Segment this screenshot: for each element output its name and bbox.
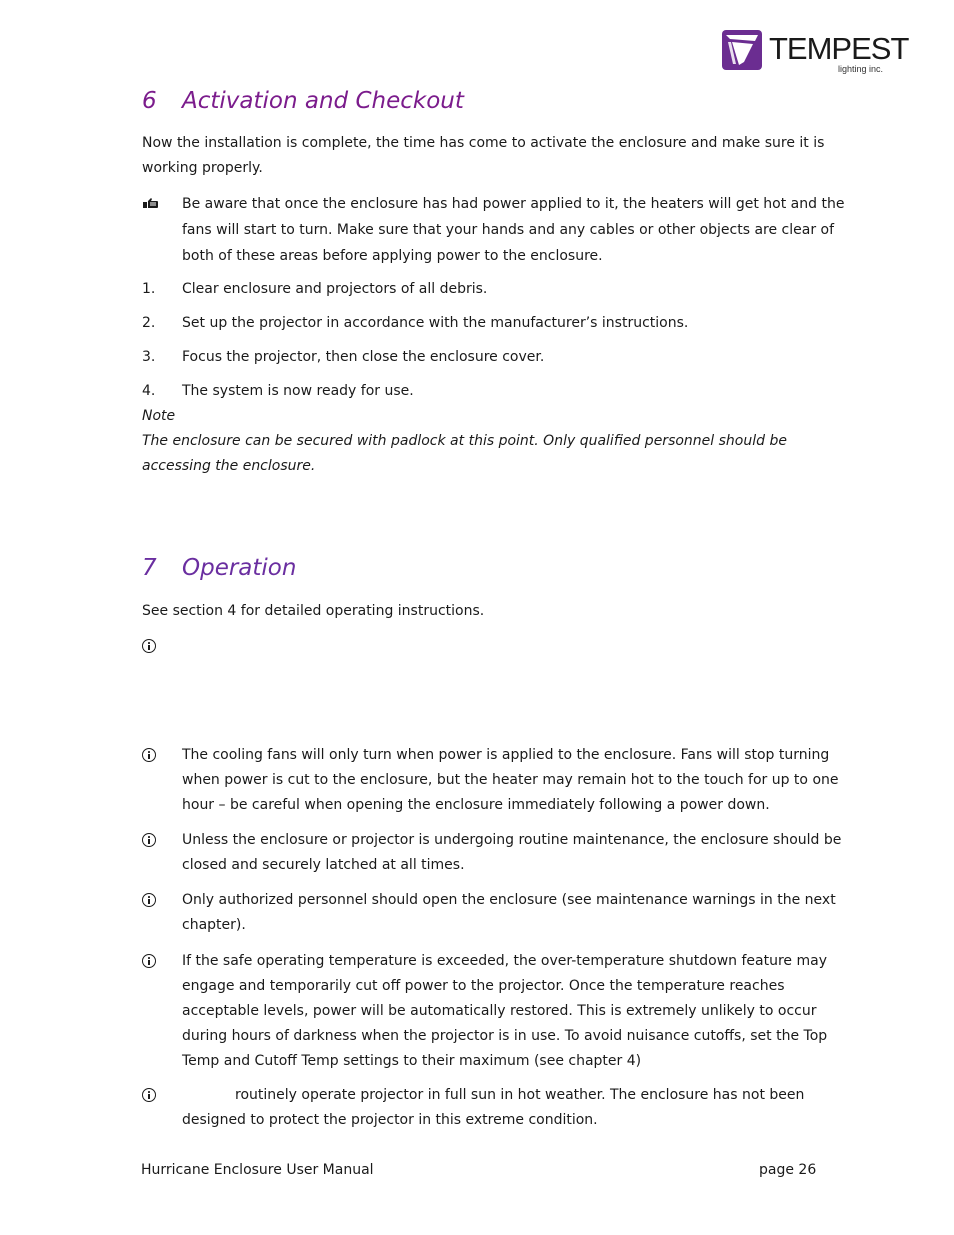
step-text: Focus the projector, then close the enclosure cover. <box>182 349 545 365</box>
step-item <box>142 277 847 302</box>
info-icon <box>142 1088 156 1102</box>
section-7-title: Operation <box>182 555 297 581</box>
logo-wordmark: TEMPEST <box>769 31 909 66</box>
info-item <box>142 743 847 818</box>
step-text: Set up the projector in accordance with the manufacturer’s instructions. <box>182 315 689 331</box>
info-icon <box>142 748 156 762</box>
step-item <box>142 345 847 370</box>
info-icon <box>142 893 156 907</box>
step-item <box>142 311 847 336</box>
info-icon <box>142 639 156 653</box>
footer-manual-title: Hurricane Enclosure User Manual <box>141 1162 374 1178</box>
step-text: Clear enclosure and projectors of all debris. <box>182 281 488 297</box>
note-text: The enclosure can be secured with padlock at this point. Only qualified personnel should be accessing the enclosure. <box>142 433 787 474</box>
info-icon <box>142 833 156 847</box>
step-text: The system is now ready for use. <box>182 383 414 399</box>
info-text: Unless the enclosure or projector is undergoing routine maintenance, the enclosure should be closed and securely latched at all times. <box>182 832 842 873</box>
logo-subtitle: lighting inc. <box>838 64 884 74</box>
tempest-logo-mark-icon <box>722 30 762 70</box>
info-text: The cooling fans will only turn when power is applied to the enclosure. Fans will stop turning when power is cut to the enclosure, but the heater may remain hot to the touch for up to one hour – be careful when opening the enclosure immediately following a power down. <box>182 747 839 813</box>
section-6-heading <box>142 87 464 115</box>
note-label: Note <box>142 408 176 424</box>
footer-page-number: page 26 <box>759 1162 817 1178</box>
section-6-number: 6 <box>142 88 157 114</box>
step-number: 1. <box>142 281 156 297</box>
info-text: If the safe operating temperature is exceeded, the over-temperature shutdown feature may engage and temporarily cut off power to the projector. Once the temperature reaches acceptable levels, power will be automatically restored. This is extremely unlikely to occur during hours of darkness when the projector is in use. To avoid nuisance cutoffs, set the Top Temp and Cutoff Temp settings to their maximum (see chapter 4) <box>182 953 828 1069</box>
warning-item <box>142 191 847 269</box>
info-item <box>142 828 847 878</box>
section-7-number: 7 <box>142 555 157 581</box>
warning-text: Be aware that once the enclosure has had power applied to it, the heaters will get hot and the fans will start to turn. Make sure that your hands and any cables or other objects are clear of both of these areas before applying power to the enclosure. <box>182 196 845 264</box>
info-text: routinely operate projector in full sun in hot weather. The enclosure has not been designed to protect the projector in this extreme condition. <box>182 1087 805 1128</box>
tempest-logo <box>722 30 909 76</box>
info-item <box>142 949 852 1074</box>
step-number: 4. <box>142 383 156 399</box>
hand-warning-icon <box>142 196 160 210</box>
step-number: 2. <box>142 315 156 331</box>
info-item <box>142 1083 847 1133</box>
section-7-heading <box>142 554 296 582</box>
section-6-title: Activation and Checkout <box>182 88 464 114</box>
section-7-intro: See section 4 for detailed operating instructions. <box>142 603 485 619</box>
info-text: Only authorized personnel should open the enclosure (see maintenance warnings in the next chapter). <box>182 892 836 933</box>
info-item <box>142 888 847 938</box>
step-item <box>142 379 847 404</box>
section-6-intro: Now the installation is complete, the time has come to activate the enclosure and make sure it is working properly. <box>142 135 825 176</box>
step-number: 3. <box>142 349 156 365</box>
info-icon <box>142 954 156 968</box>
